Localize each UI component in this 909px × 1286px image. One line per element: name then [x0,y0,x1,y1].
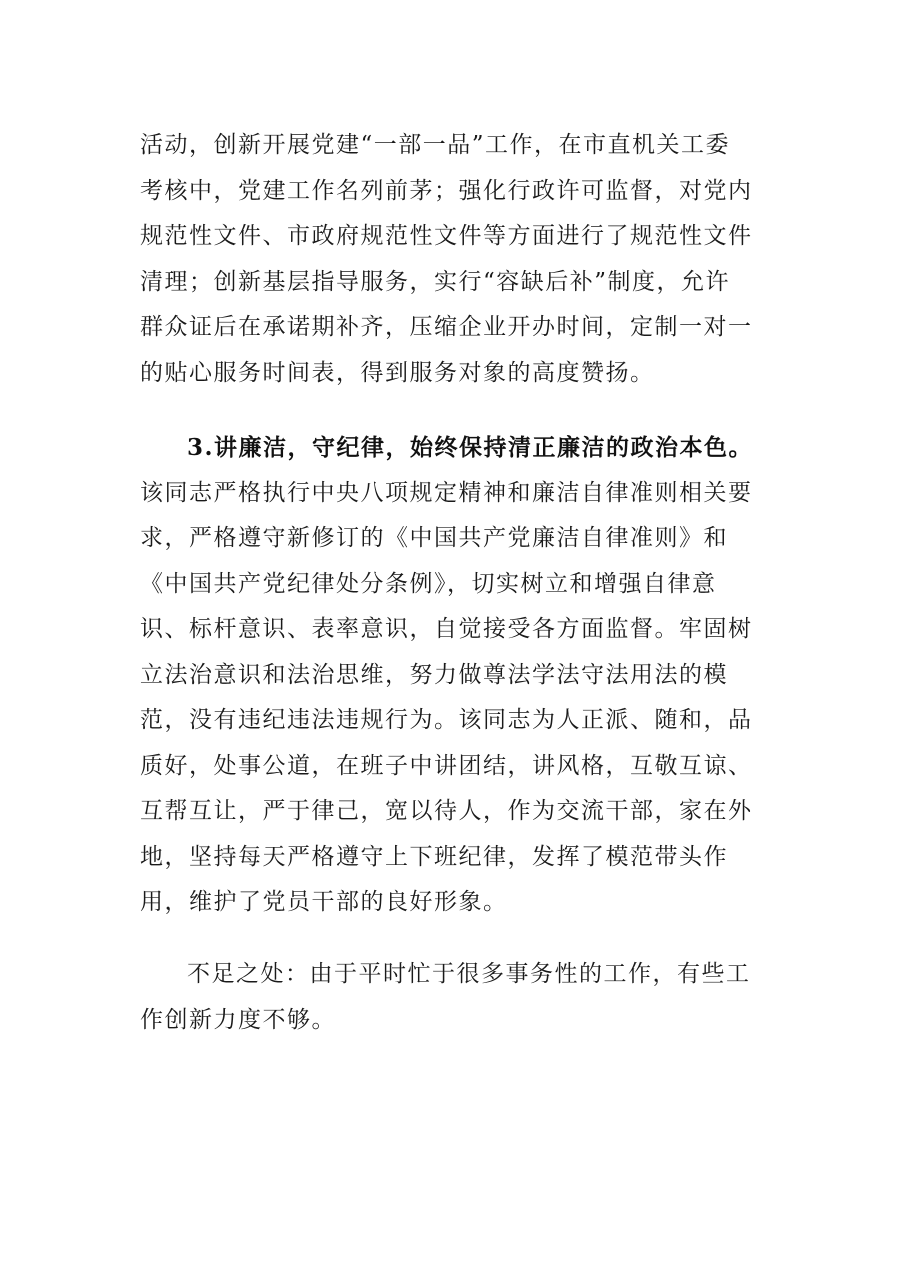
text-line: 范，没有违纪违法违规行为。该同志为人正派、随和，品 [140,707,753,733]
paragraph-work-innovation [140,123,770,396]
paragraph-shortcomings [140,952,770,1043]
text-line: 《中国共产党纪律处分条例》，切实树立和增强自律意 [140,570,717,597]
text-line: 地，坚持每天严格遵守上下班纪律，发挥了模范带头作 [140,843,728,870]
paragraph-integrity-discipline [140,425,770,926]
text-line: 的贴心服务时间表，得到服务对象的高度赞扬。 [140,359,655,386]
text-line: 求，严格遵守新修订的《中国共产党廉洁自律准则》和 [140,525,728,551]
text-line: 作创新力度不够。 [140,1006,336,1033]
text-line: 规范性文件、市政府规范性文件等方面进行了规范性文件 [140,223,753,249]
text-line: 不足之处：由于平时忙于很多事务性的工作，有些工 [187,961,751,987]
text-line: 活动，创新开展党建“一部一品”工作，在市直机关工委 [140,132,731,158]
text-line: 清理；创新基层指导服务，实行“容缺后补”制度，允许 [140,268,731,295]
text-line: 该同志严格执行中央八项规定精神和廉洁自律准则相关要 [140,479,753,506]
text-line: 用，维护了党员干部的良好形象。 [140,889,508,915]
text-line: 识、标杆意识、表率意识，自觉接受各方面监督。牢固树 [140,616,753,642]
text-line: 考核中，党建工作名列前茅；强化行政许可监督，对党内 [140,177,753,204]
text-line: 质好，处事公道，在班子中讲团结，讲风格，互敬互谅、 [140,752,753,779]
text-line: 立法治意识和法治思维，努力做尊法学法守法用法的模 [140,661,728,688]
text-line: 群众证后在承诺期补齐，压缩企业开办时间，定制一对一 [140,314,753,340]
text-line: 互帮互让，严于律己，宽以待人，作为交流干部，家在外 [140,798,753,824]
section-heading: 3.讲廉洁，守纪律，始终保持清正廉洁的政治本色。 [187,434,754,461]
